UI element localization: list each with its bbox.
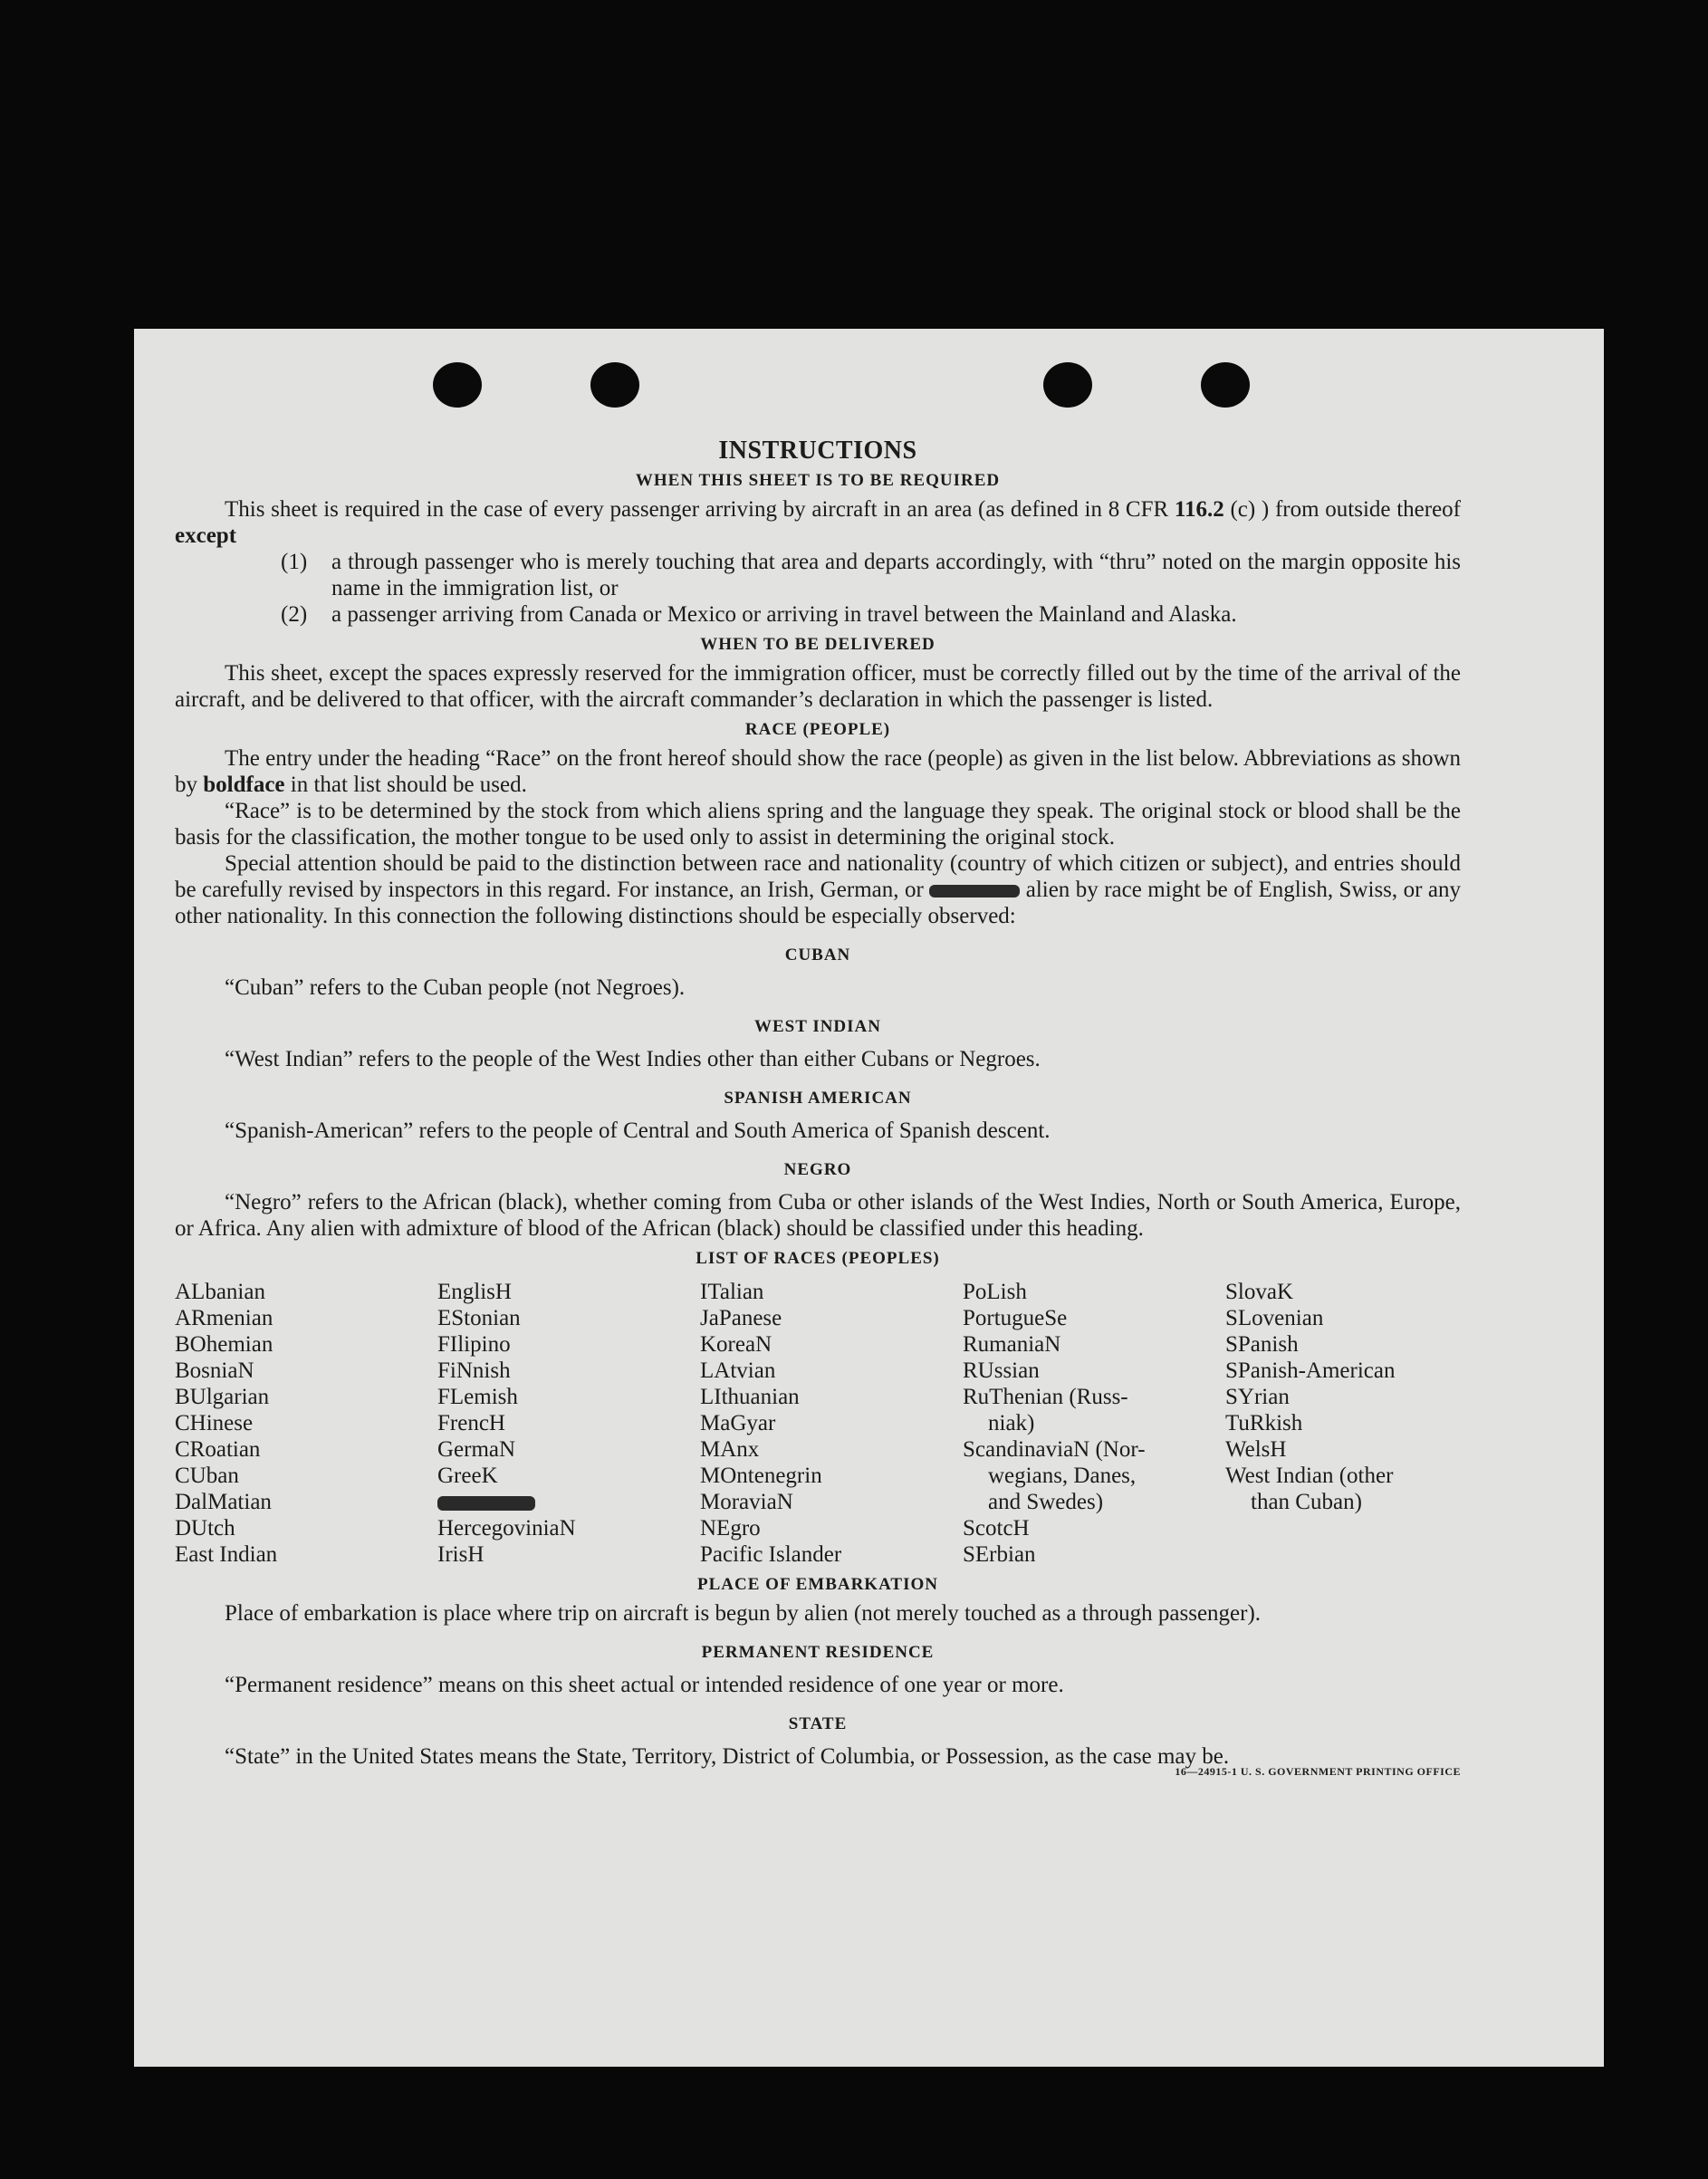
list-item: KoreaN <box>700 1332 772 1357</box>
list-item: LIthuanian <box>700 1385 800 1409</box>
race-paragraph-1: The entry under the heading “Race” on the front hereof should show the race (people) as given in the list below. Abbreviations as shown by boldface in that list should be used. <box>175 746 1461 797</box>
residence-text: “Permanent residence” means on this sheet actual or intended residence of one year or more. <box>225 1673 1064 1697</box>
list-item: SYrian <box>1225 1385 1290 1409</box>
list-item-continued: than Cuban) <box>1251 1490 1362 1514</box>
punch-hole <box>433 362 482 408</box>
section-heading-residence: PERMANENT RESIDENCE <box>701 1643 935 1662</box>
list-item: DUtch <box>175 1516 235 1541</box>
list-item: EnglisH <box>437 1280 512 1304</box>
west-indian-text: “West Indian” refers to the people of the West Indies other than either Cubans or Negroes. <box>225 1047 1041 1071</box>
section-heading-delivered: WHEN TO BE DELIVERED <box>700 635 936 654</box>
list-item: NEgro <box>700 1516 761 1541</box>
race-column-2 <box>437 1279 700 1568</box>
list-item: DalMatian <box>175 1490 272 1514</box>
list-item: MaGyar <box>700 1411 776 1435</box>
list-item: FrencH <box>437 1411 505 1435</box>
state-text: “State” in the United States means the State, Territory, District of Columbia, or Possession, as the case may be. <box>225 1744 1230 1769</box>
list-item: GermaN <box>437 1437 516 1462</box>
list-item: CHinese <box>175 1411 254 1435</box>
punch-hole <box>590 362 639 408</box>
list-item: RumaniaN <box>963 1332 1061 1357</box>
list-item: SPanish-American <box>1225 1358 1396 1383</box>
list-item: HercegoviniaN <box>437 1516 576 1541</box>
list-item: PoLish <box>963 1280 1027 1304</box>
section-heading-state: STATE <box>788 1714 848 1733</box>
list-item: MOntenegrin <box>700 1464 822 1488</box>
section-heading-embarkation: PLACE OF EMBARKATION <box>697 1575 938 1594</box>
list-item: FLemish <box>437 1385 518 1409</box>
list-item: RUssian <box>963 1358 1040 1383</box>
list-item: SlovaK <box>1225 1280 1293 1304</box>
list-item: MAnx <box>700 1437 760 1462</box>
list-item: CUban <box>175 1464 239 1488</box>
list-item: East Indian <box>175 1542 278 1567</box>
list-item: BUlgarian <box>175 1385 270 1409</box>
section-heading-race-list: LIST OF RACES (PEOPLES) <box>696 1249 940 1268</box>
list-item: ARmenian <box>175 1306 273 1330</box>
list-item: LAtvian <box>700 1358 776 1383</box>
page-title: INSTRUCTIONS <box>718 437 917 465</box>
list-item: SLovenian <box>1225 1306 1324 1330</box>
list-item: BosniaN <box>175 1358 254 1383</box>
race-column-4 <box>963 1279 1225 1568</box>
redaction-mark <box>929 885 1020 898</box>
section-heading-west-indian: WEST INDIAN <box>754 1017 881 1036</box>
print-code: 16—24915-1 U. S. GOVERNMENT PRINTING OFFICE <box>1175 1765 1461 1778</box>
list-item: GreeK <box>437 1464 498 1488</box>
punch-hole <box>1043 362 1092 408</box>
race-column-1 <box>175 1279 437 1568</box>
instruction-sheet <box>134 329 1604 2067</box>
list-item: IrisH <box>437 1542 485 1567</box>
section-heading-cuban: CUBAN <box>784 946 851 965</box>
section-heading-spanish-american: SPANISH AMERICAN <box>724 1089 912 1108</box>
list-item: Pacific Islander <box>700 1542 842 1567</box>
section-heading-negro: NEGRO <box>783 1160 852 1179</box>
list-item: CRoatian <box>175 1437 261 1462</box>
cuban-text: “Cuban” refers to the Cuban people (not Negroes). <box>225 975 686 1000</box>
list-item-continued: and Swedes) <box>988 1490 1104 1514</box>
list-item: (2) a passenger arriving from Canada or Mexico or arriving in travel between the Mainland and Alaska. <box>281 602 1237 627</box>
race-paragraph-2: “Race” is to be determined by the stock from which aliens spring and the language they speak. The original stock or blood shall be the basis for the classification, the mother tongue to be used only to assist in determining the original stock. <box>175 799 1461 850</box>
list-item: FIlipino <box>437 1332 511 1357</box>
redacted-entry <box>437 1489 700 1515</box>
race-column-5 <box>1225 1279 1461 1568</box>
list-item: ScandinaviaN (Nor- <box>963 1437 1146 1462</box>
section-heading-race: RACE (PEOPLE) <box>744 720 891 739</box>
sheet-content <box>175 437 1461 1785</box>
list-item: ITalian <box>700 1280 764 1304</box>
required-intro: This sheet is required in the case of every passenger arriving by aircraft in an area (as defined in 8 CFR 116.2 (c) ) from outside thereof except <box>175 497 1461 548</box>
list-item: FiNnish <box>437 1358 511 1383</box>
spanish-american-text: “Spanish-American” refers to the people of Central and South America of Spanish descent. <box>225 1118 1051 1143</box>
list-item: RuThenian (Russ- <box>963 1385 1128 1409</box>
embarkation-text: Place of embarkation is place where trip on aircraft is begun by alien (not merely touched as a through passenger). <box>225 1601 1262 1626</box>
list-item: PortugueSe <box>963 1306 1068 1330</box>
list-item: West Indian (other <box>1225 1464 1394 1488</box>
list-item: SErbian <box>963 1542 1036 1567</box>
punch-hole <box>1201 362 1250 408</box>
list-item: MoraviaN <box>700 1490 793 1514</box>
list-item: WelsH <box>1225 1437 1287 1462</box>
list-item: (1) a through passenger who is merely touching that area and departs accordingly, with “thru” noted on the margin opposite his name in the immigration list, or <box>281 550 1461 600</box>
delivered-text: This sheet, except the spaces expressly reserved for the immigration officer, must be correctly filled out by the time of the arrival of the aircraft, and be delivered to that officer, with the aircraft commander’s declaration in which the passenger is listed. <box>175 661 1461 712</box>
list-item: ScotcH <box>963 1516 1030 1541</box>
race-paragraph-3: Special attention should be paid to the distinction between race and nationality (country of which citizen or subject), and entries should be carefully revised by inspectors in this regard. For instance, an Irish, German, or alien by race might be of English, Swiss, or any other nationality. In this connection the following distinctions should be especially observed: <box>175 851 1461 928</box>
list-item: JaPanese <box>700 1306 782 1330</box>
section-heading-required: WHEN THIS SHEET IS TO BE REQUIRED <box>635 471 1001 490</box>
list-item: ALbanian <box>175 1280 265 1304</box>
negro-text: “Negro” refers to the African (black), whether coming from Cuba or other islands of the West Indies, North or South America, Europe, or Africa. Any alien with admixture of blood of the African (black) should be classified under this heading. <box>175 1190 1461 1241</box>
list-item: TuRkish <box>1225 1411 1303 1435</box>
list-item: BOhemian <box>175 1332 273 1357</box>
list-item: EStonian <box>437 1306 521 1330</box>
list-item-continued: wegians, Danes, <box>988 1464 1137 1488</box>
list-item: SPanish <box>1225 1332 1299 1357</box>
race-column-3 <box>700 1279 963 1568</box>
list-item-continued: niak) <box>988 1411 1035 1435</box>
race-list <box>175 1279 1461 1568</box>
